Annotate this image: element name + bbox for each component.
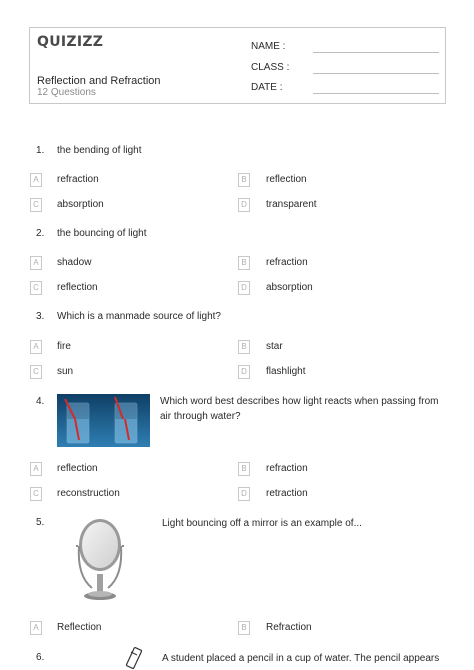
- option-text: Refraction: [266, 622, 312, 633]
- name-label: NAME :: [251, 41, 286, 52]
- option-box[interactable]: D: [238, 198, 250, 212]
- pencil-cup-image: [118, 646, 148, 670]
- name-field[interactable]: [313, 52, 439, 53]
- option-box[interactable]: C: [30, 281, 42, 295]
- question-text: air through water?: [160, 411, 241, 422]
- option-text: reflection: [266, 174, 307, 185]
- option-box[interactable]: A: [30, 173, 42, 187]
- quizizz-logo: QUIZIZZ: [37, 34, 104, 50]
- question-text: Which word best describes how light reacts when passing from: [160, 396, 439, 407]
- option-text: Reflection: [57, 622, 102, 633]
- question-number: 3.: [36, 311, 45, 322]
- option-text: fire: [57, 341, 71, 352]
- option-text: flashlight: [266, 366, 306, 377]
- option-box[interactable]: C: [30, 365, 42, 379]
- option-text: refraction: [266, 257, 308, 268]
- option-box[interactable]: C: [30, 487, 42, 501]
- refraction-glasses-image: [57, 394, 150, 447]
- worksheet-question-count: 12 Questions: [37, 87, 96, 98]
- option-text: retraction: [266, 488, 308, 499]
- class-label: CLASS :: [251, 62, 290, 73]
- option-text: shadow: [57, 257, 92, 268]
- worksheet-title: Reflection and Refraction: [37, 75, 161, 87]
- mirror-image: [74, 516, 126, 604]
- question-number: 2.: [36, 228, 45, 239]
- option-text: reconstruction: [57, 488, 120, 499]
- option-text: reflection: [57, 463, 98, 474]
- option-box[interactable]: B: [238, 340, 250, 354]
- option-box[interactable]: A: [30, 256, 42, 270]
- question-text: Light bouncing off a mirror is an example of...: [162, 518, 362, 529]
- option-box[interactable]: C: [30, 198, 42, 212]
- option-text: absorption: [57, 199, 104, 210]
- option-box[interactable]: A: [30, 340, 42, 354]
- question-number: 1.: [36, 145, 45, 156]
- option-box[interactable]: B: [238, 173, 250, 187]
- date-label: DATE :: [251, 82, 283, 93]
- date-field[interactable]: [313, 93, 439, 94]
- option-box[interactable]: A: [30, 462, 42, 476]
- class-field[interactable]: [313, 73, 439, 74]
- option-text: transparent: [266, 199, 317, 210]
- question-number: 6.: [36, 652, 45, 663]
- question-number: 4.: [36, 396, 45, 407]
- option-text: absorption: [266, 282, 313, 293]
- option-box[interactable]: B: [238, 256, 250, 270]
- option-box[interactable]: B: [238, 621, 250, 635]
- option-text: refraction: [266, 463, 308, 474]
- question-text: Which is a manmade source of light?: [57, 311, 221, 322]
- option-text: sun: [57, 366, 74, 377]
- option-box[interactable]: D: [238, 365, 250, 379]
- option-text: star: [266, 341, 283, 352]
- question-text: the bouncing of light: [57, 228, 147, 239]
- question-number: 5.: [36, 517, 45, 528]
- option-text: refraction: [57, 174, 99, 185]
- option-box[interactable]: B: [238, 462, 250, 476]
- option-text: reflection: [57, 282, 98, 293]
- option-box[interactable]: A: [30, 621, 42, 635]
- question-text: the bending of light: [57, 145, 142, 156]
- option-box[interactable]: D: [238, 281, 250, 295]
- option-box[interactable]: D: [238, 487, 250, 501]
- question-text: A student placed a pencil in a cup of water. The pencil appears: [162, 653, 440, 664]
